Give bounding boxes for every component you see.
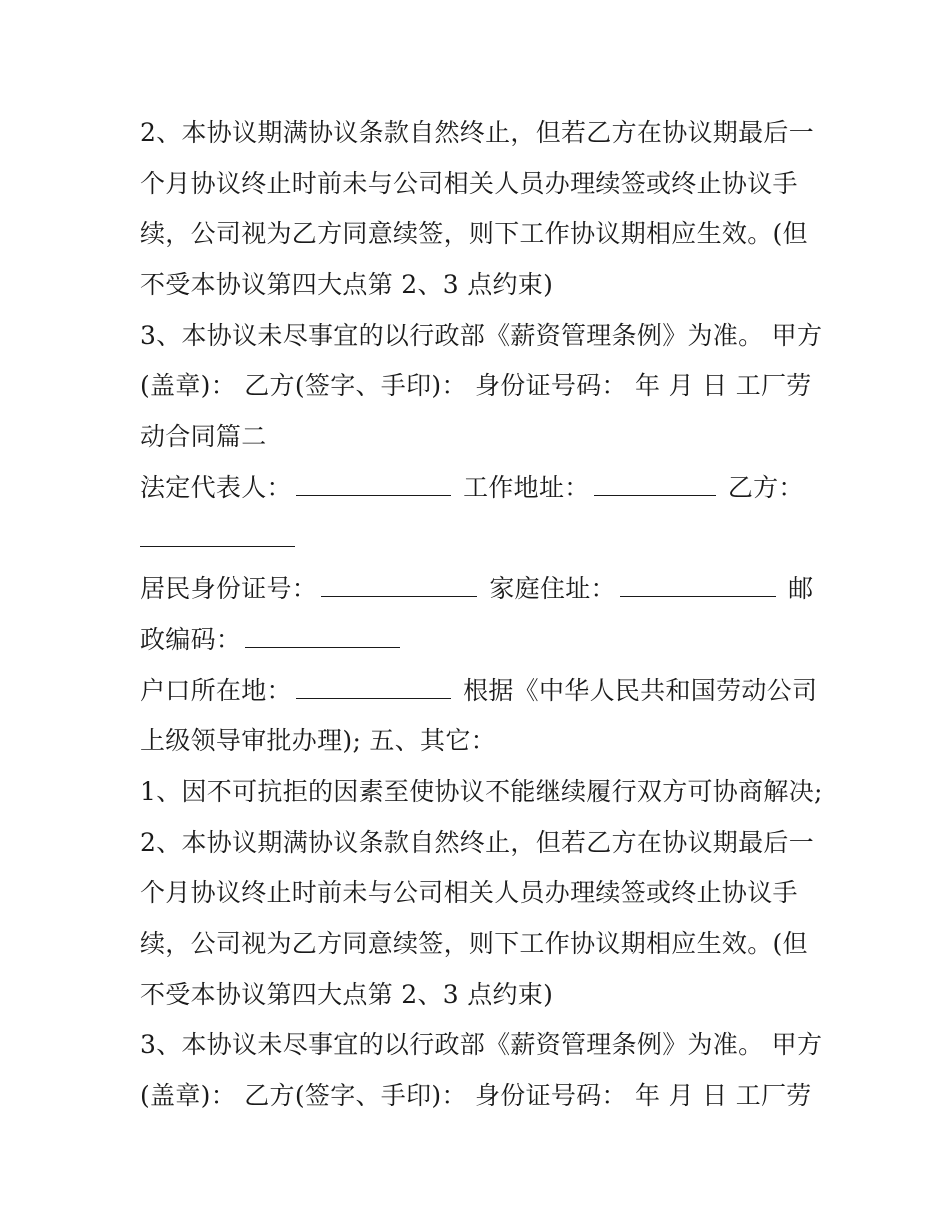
text-line: 续，公司视为乙方同意续签，则下工作协议期相应生效。(但 — [140, 219, 808, 249]
party-b-label: 乙方： — [727, 472, 804, 502]
legal-rep-blank — [296, 471, 451, 496]
id-line — [140, 564, 820, 615]
text-line: 不受本协议第四大点第 2、3 点约束) — [140, 979, 554, 1009]
text-line: 2、本协议期满协议条款自然终止，但若乙方在协议期最后一 — [140, 118, 815, 147]
party-b-blank — [140, 522, 295, 547]
text-line: 不受本协议第四大点第 2、3 点约束) — [140, 270, 554, 300]
text-line: 1、因不可抗拒的因素至使协议不能继续履行双方可协商解决; — [140, 776, 823, 806]
household-line — [140, 666, 820, 717]
party-b-blank-line — [140, 514, 820, 565]
text-line: 续，公司视为乙方同意续签，则下工作协议期相应生效。(但 — [140, 929, 808, 958]
text-line: 3、本协议未尽事宜的以行政部《薪资管理条例》为准。 甲方 — [140, 320, 823, 350]
work-address-blank — [594, 471, 716, 496]
legal-rep-label: 法定代表人： — [140, 472, 292, 502]
text-line: 上级领导审批办理); 五、其它： — [140, 726, 496, 756]
text-line: (盖章)： 乙方(签字、手印)： 身份证号码： 年 月 日 工厂劳 — [140, 371, 812, 401]
household-label: 户口所在地： — [140, 675, 292, 705]
text-line: 2、本协议期满协议条款自然终止，但若乙方在协议期最后一 — [140, 827, 815, 857]
postal-code-label: 政编码： — [140, 624, 242, 654]
text-line: 动合同篇二 — [140, 422, 267, 452]
text-line: 个月协议终止时前未与公司相关人员办理续签或终止协议手 — [140, 878, 798, 908]
postal-line — [140, 615, 820, 666]
document-body — [140, 108, 823, 1122]
household-after: 根据《中华人民共和国劳动公司 — [463, 675, 818, 705]
text-line: 3、本协议未尽事宜的以行政部《薪资管理条例》为准。 甲方 — [140, 1030, 823, 1060]
home-address-label: 家庭住址： — [489, 574, 616, 604]
work-address-label: 工作地址： — [463, 472, 590, 502]
postal-prefix: 邮 — [788, 574, 814, 604]
id-number-label: 居民身份证号： — [140, 574, 318, 604]
home-address-blank — [620, 572, 776, 597]
legal-rep-line — [140, 463, 820, 514]
text-line: (盖章)： 乙方(签字、手印)： 身份证号码： 年 月 日 工厂劳 — [140, 1081, 812, 1111]
household-blank — [296, 674, 451, 699]
id-number-blank — [321, 572, 477, 597]
text-line: 个月协议终止时前未与公司相关人员办理续签或终止协议手 — [140, 168, 798, 198]
postal-code-blank — [245, 623, 400, 648]
